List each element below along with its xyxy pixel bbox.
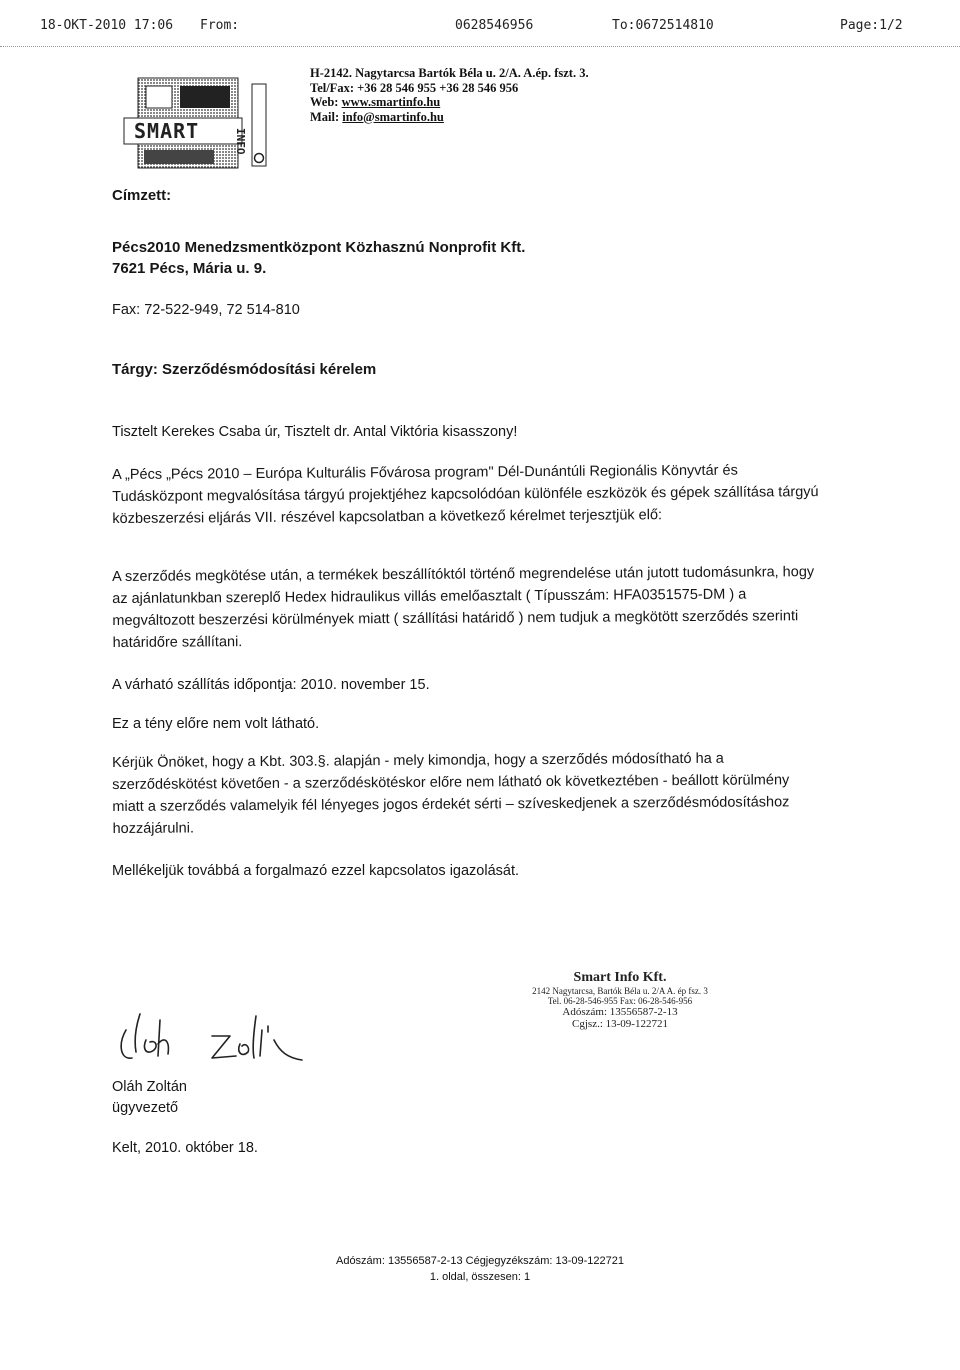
body-paragraph-problem: A szerződés megkötése után, a termékek beszállítóktól történő megrendelése után jutott tudomásunkra, hogy az ajánlatunkban szereplő Hedex hidraulikus villás emelőasztalt ( Típusszám: HFA0351575-DM ) a megváltozott beszerzési körülmények miatt ( szállítási határidő ) nem tudjuk a megkötött szerződés szerinti határidőre szállítani.	[112, 564, 815, 651]
page-footer	[0, 1253, 960, 1285]
signer-name: Oláh Zoltán	[112, 1079, 187, 1095]
body-paragraph-intro: A „Pécs „Pécs 2010 – Európa Kulturális Fővárosa program" Dél-Dunántúli Regionális Könyvtár és Tudásközpont megvalósítása tárgyú projektjéhez kapcsolódóan különféle eszközök és gépek szállítása tárgyú közbeszerzési eljárás VII. részével kapcsolatban a következő kérelmet terjesztjük elő:	[112, 462, 819, 527]
stamp-registration: Cgjsz.: 13-09-122721	[572, 1018, 668, 1030]
signature-graphic	[112, 1000, 312, 1070]
company-address	[310, 66, 589, 124]
fax-from-number: 0628546956	[455, 18, 534, 33]
fax-datetime: 18-OKT-2010 17:06	[40, 18, 174, 33]
fax-header-rule	[0, 46, 960, 48]
body-paragraph-fact: Ez a tény előre nem volt látható.	[112, 716, 320, 732]
web-label: Web:	[310, 95, 339, 109]
company-logo	[120, 76, 270, 172]
fax-from-label: From:	[200, 18, 240, 33]
phone-fax-line: Tel/Fax: +36 28 546 955 +36 28 546 956	[310, 80, 519, 95]
salutation: Tisztelt Kerekes Csaba úr, Tisztelt dr. Antal Viktória kisasszony!	[112, 424, 518, 440]
date-line: Kelt, 2010. október 18.	[112, 1140, 258, 1156]
subject-line	[112, 360, 376, 380]
fax-to: To:0672514810	[612, 18, 714, 33]
company-stamp	[500, 970, 740, 1030]
logo-text-smart: SMART	[134, 119, 200, 143]
subject-label: Tárgy:	[112, 361, 158, 378]
stamp-tax-number: Adószám: 13556587-2-13	[562, 1006, 678, 1018]
footer-registration: Adószám: 13556587-2-13 Cégjegyzékszám: 13-09-122721	[335, 1255, 624, 1267]
fax-page: Page:1/2	[840, 18, 903, 33]
mail-link[interactable]: info@smartinfo.hu	[342, 109, 444, 124]
mail-line	[310, 110, 589, 125]
body-paragraph-delivery-date: A várható szállítás időpontja: 2010. november 15.	[112, 677, 430, 693]
recipient-fax: Fax: 72-522-949, 72 514-810	[112, 302, 300, 318]
fax-header	[0, 18, 960, 42]
stamp-company-name: Smart Info Kft.	[573, 970, 667, 985]
handwritten-signature	[112, 1000, 312, 1070]
mail-label: Mail:	[310, 109, 340, 124]
recipient-address: 7621 Pécs, Mária u. 9.	[112, 260, 267, 277]
subject-text: Szerződésmódosítási kérelem	[162, 361, 377, 378]
recipient-label: Címzett:	[112, 187, 172, 204]
web-link[interactable]: www.smartinfo.hu	[341, 95, 441, 109]
address-line: H-2142. Nagytarcsa Bartók Béla u. 2/A. A.ép. fszt. 3.	[310, 66, 589, 80]
stamp-phone: Tel. 06-28-546-955 Fax: 06-28-546-956	[547, 996, 693, 1006]
stamp-address: 2142 Nagytarcsa, Bartók Béla u. 2/A A. ép fsz. 3	[532, 986, 708, 996]
logo-text-info: INFO	[234, 128, 247, 155]
signer-title: ügyvezető	[112, 1100, 179, 1116]
body-paragraph-attachment: Mellékeljük továbbá a forgalmazó ezzel kapcsolatos igazolását.	[112, 863, 520, 879]
body-paragraph-request: Kérjük Önöket, hogy a Kbt. 303.§. alapján - mely kimondja, hogy a szerződés módosítható ha a szerződéskötést követően - a szerződéskötéskor előre nem látható ok következtében - beállott körülmény miatt a szerződés valamelyik fél lényeges jogos érdekét sérti – szíveskedjenek a szerződésmódosításhoz hozzájárulni.	[112, 750, 790, 837]
recipient-name: Pécs2010 Menedzsmentközpont Közhasznú Nonprofit Kft.	[112, 239, 526, 256]
web-line	[310, 95, 589, 110]
footer-page-count: 1. oldal, összesen: 1	[429, 1271, 531, 1283]
